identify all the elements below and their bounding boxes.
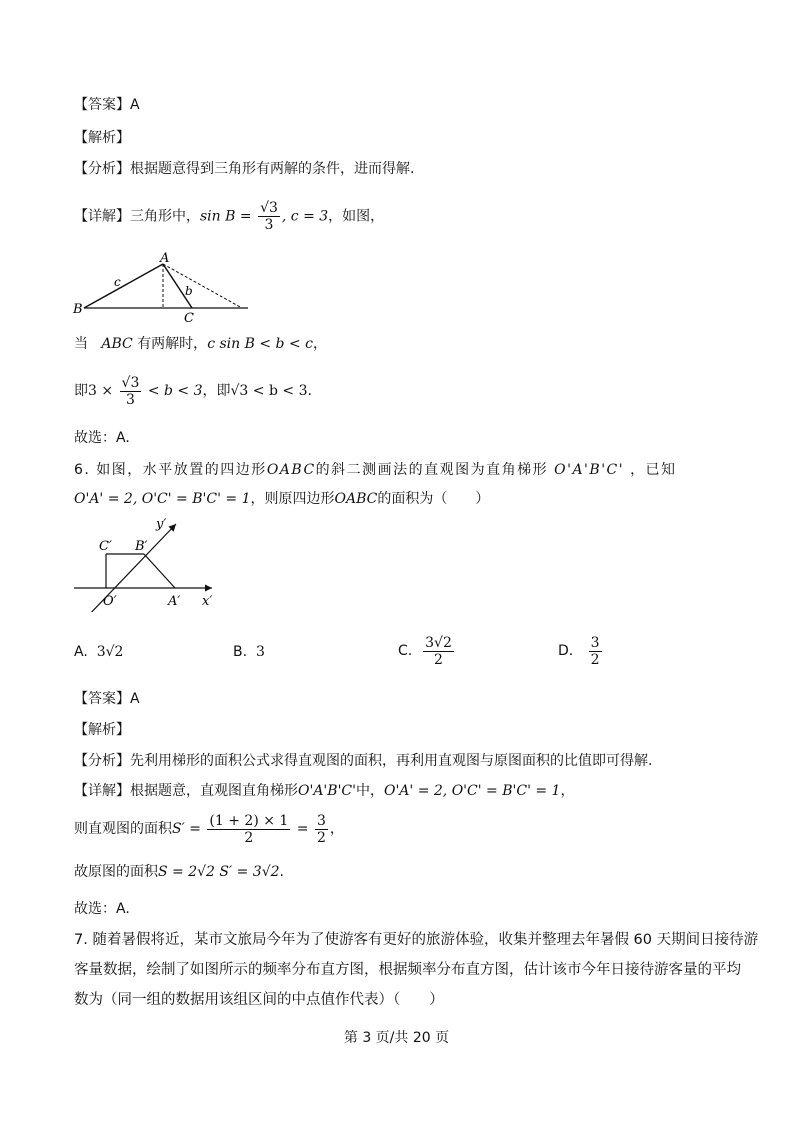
q7-line2: 客量数据，绘制了如图所示的频率分布直方图，根据频率分布直方图，估计该市今年日接待游客量的平均 [74,962,741,978]
trapezoid-figure [70,512,220,612]
q6-detail-line [74,781,574,801]
label-c-prime: C′ [99,539,112,554]
option-d-frac: $\frac{3}{2}$ [590,634,600,668]
ji-part3: √3 < b < 3 [230,383,308,399]
option-b[interactable] [233,641,265,663]
cond-prefix: 当 [74,336,88,352]
option-a-value: 3√2 [96,644,124,660]
label-C: C [184,311,194,325]
option-b-label: B. [233,644,248,660]
condition-line [74,334,327,354]
sqrt3-over-3: $\frac{√3}{3}$ [260,200,278,233]
q6-detail-end: ， [560,783,575,799]
label-A: A [160,251,170,266]
q6-line2 [74,489,489,509]
ji-part2: < b < 3 [147,383,203,399]
area-end: ， [329,821,344,837]
q6-area-line [74,810,344,848]
option-a[interactable] [74,641,123,663]
q6-detail-eq: O'A' = 2, O'C' = B'C' = 1 [383,783,561,799]
c-eq: , c = 3 [281,208,329,225]
q6-line2-oabc: OABC [334,491,378,507]
q6-analysis-text: 【分析】先利用梯形的面积公式求得直观图的面积，再利用直观图与原图面积的比值即可得解. [74,753,653,769]
answer-label: 【答案】A [74,97,140,113]
ji-end: . [307,383,312,399]
analysis-text: 【分析】根据题意得到三角形有两解的条件，进而得解. [74,161,415,177]
option-c-label: C. [398,643,413,659]
area-prefix: 则直观图的面积 [74,821,172,837]
q6-detail-a: 【详解】根据题意，直观图直角梯形 [74,783,298,799]
q6-line1-b: 的斜二测画法的直观图为直角梯形 [315,462,549,478]
area-eq: = [296,821,309,837]
q6-orig-line [74,862,284,882]
detail-text-2: ，如图， [328,208,385,225]
q6-given-eq: O'A' = 2, O'C' = B'C' = 1 [74,491,251,507]
option-b-value: 3 [255,644,265,660]
ji-part1: 3 × [88,383,114,399]
cond-ineq: c sin B < b < c [207,336,313,352]
sinB-eq: sin B = [200,208,252,225]
detail-label: 【详解】 [74,208,130,225]
area-frac2: $\frac{3}{2}$ [316,812,326,846]
dashed-side [163,264,242,308]
q6-answer-label: 【答案】A [74,691,140,707]
side-c [84,264,163,308]
page-footer: 第 3 页/共 20 页 [343,1030,450,1046]
label-o-prime: O′ [103,594,117,609]
orig-end: . [279,864,284,880]
q6-trap: O'A'B'C' [554,462,625,478]
label-b: b [185,284,193,298]
area-s: S′ = [172,821,201,837]
cond-abc: ABC [101,336,133,352]
q6-line1-c: ，已知 [630,462,677,478]
label-y-prime: y′ [156,517,167,532]
q6-detail-b: 中， [355,783,384,799]
side-ba [144,554,175,588]
option-d-label: D. [558,643,574,659]
q6-oabc: OABC [266,462,316,478]
choice-line: 故选：A. [74,430,130,446]
label-a-prime: A′ [168,594,181,609]
area-frac1: $\frac{(1 + 2) \times 1}{2}$ [209,812,289,846]
ji-line [74,372,312,410]
option-c[interactable] [398,631,456,671]
cond-end: ， [312,336,327,352]
detail-line [74,200,384,233]
q7-line1: 7. 随着暑假将近，某市文旅局今年为了使游客有更好的旅游体验，收集并整理去年暑假 60 天期间日接待游 [74,932,759,948]
option-a-label: A. [74,644,88,660]
q6-choice-line: 故选：A. [74,901,130,917]
triangle-figure [70,250,260,325]
q7-line3: 数为（同一组的数据用该组区间的中点值作代表）（ ） [74,992,444,1008]
orig-prefix: 故原图的面积 [74,864,158,880]
label-b-prime: B′ [135,539,148,554]
cond-mid: 有两解时， [137,336,208,352]
label-c: c [114,275,121,289]
option-d[interactable] [558,631,604,671]
q6-detail-trap: O'A'B'C' [298,783,356,799]
detail-text: 三角形中， [130,208,200,225]
analysis-label: 【解析】 [74,130,130,146]
label-B: B [73,302,83,317]
y-axis [86,524,176,612]
option-c-frac: $\frac{3√2}{2}$ [425,634,452,668]
q6-line1-a: 6. 如图，水平放置的四边形 [74,462,267,478]
ji-frac: $\frac{√3}{3}$ [121,374,140,408]
q6-line1 [74,460,677,480]
q6-analysis-label: 【解析】 [74,722,130,738]
ji-mid: ，即 [202,383,231,399]
ji-prefix: 即 [74,383,88,399]
q6-line2-text: ，则原四边形 [250,491,335,507]
q6-line2-end: 的面积为（ ） [377,491,490,507]
label-x-prime: x′ [202,594,213,609]
orig-eq: S = 2√2 S′ = 3√2 [158,864,280,880]
